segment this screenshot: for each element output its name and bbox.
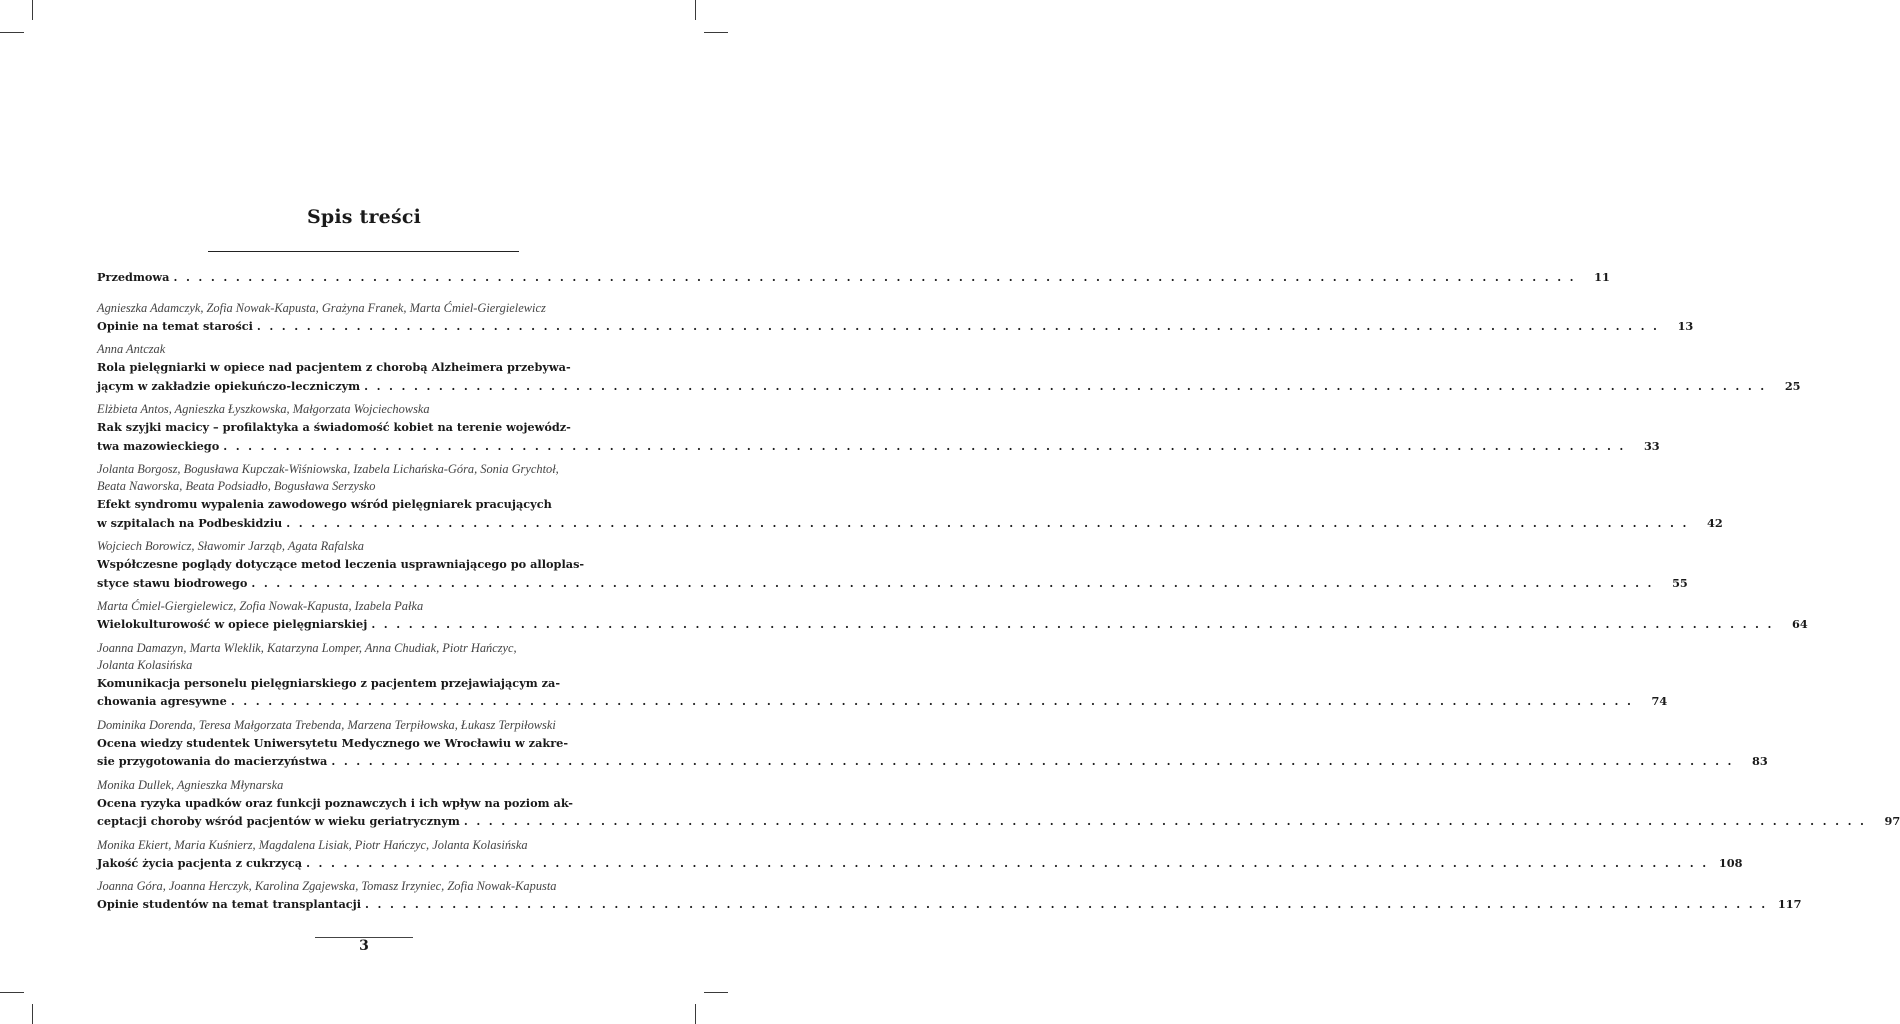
toc-entry[interactable] — [97, 300, 1694, 336]
toc-entry-title: chowania agresywne — [97, 694, 227, 708]
toc-entry-title: Ocena ryzyka upadków oraz funkcji poznawczych i ich wpływ na poziom ak- — [97, 795, 573, 810]
page-number: 3 — [359, 938, 369, 954]
toc-entry-line — [97, 514, 1723, 533]
toc-entry-authors: Dominika Dorenda, Teresa Małgorzata Trebenda, Marzena Terpiłowska, Łukasz Terpiłowski — [97, 717, 556, 732]
dot-leader: . . . . . . . . . . . . . . . . . . . . . . . . . . . . . . . . . . . . . . . . . . . . . . . . . . . . . . . . . . . . . . . . . . . . . . . . . . . . . . . . . . . . . . . . . . . . . . . . . . . . . . . . . . . . . . . . . — [223, 438, 1626, 453]
toc-entry-authors: Elżbieta Antos, Agnieszka Łyszkowska, Małgorzata Wojciechowska — [97, 402, 430, 416]
crop-mark-bottom-left — [32, 1004, 33, 1024]
toc-entry-page: 55 — [1672, 575, 1688, 590]
crop-mark-top-right — [695, 0, 696, 20]
toc-entry-line — [97, 752, 1768, 771]
dot-leader: . . . . . . . . . . . . . . . . . . . . . . . . . . . . . . . . . . . . . . . . . . . . . . . . . . . . . . . . . . . . . . . . . . . . . . . . . . . . . . . . . . . . . . . . . . . . . . . . . . . . . . . . . . . . . . . . . — [230, 694, 1634, 708]
toc-entry-authors: Jolanta Borgosz, Bogusława Kupczak-Wiśniowska, Izabela Lichańska-Góra, Sonia Grychtoł, — [97, 462, 559, 476]
toc-entry[interactable] — [97, 640, 1668, 711]
toc-entry-title: Komunikacja personelu pielęgniarskiego z pacjentem przejawiającym za- — [97, 675, 561, 690]
toc-entry[interactable] — [97, 401, 1660, 455]
toc-entry[interactable] — [97, 268, 1610, 287]
toc-entry-line — [97, 895, 1802, 914]
toc-entry-authors: Joanna Damazyn, Marta Wleklik, Katarzyna Lomper, Anna Chudiak, Piotr Hańczyc, — [97, 640, 517, 655]
toc-entry-title: twa mazowieckiego — [97, 438, 220, 453]
toc-entry-page: 117 — [1777, 897, 1802, 911]
toc-entry-page: 13 — [1677, 318, 1694, 333]
crop-mark-top-right-h — [704, 32, 728, 33]
toc-entry-page: 64 — [1792, 617, 1808, 631]
dot-leader: . . . . . . . . . . . . . . . . . . . . . . . . . . . . . . . . . . . . . . . . . . . . . . . . . . . . . . . . . . . . . . . . . . . . . . . . . . . . . . . . . . . . . . . . . . . . . . . . . . . . . . . . . . . . . . . . . — [364, 378, 1767, 393]
crop-mark-bottom-left-h — [0, 992, 24, 993]
toc-entry-page: 74 — [1651, 694, 1668, 708]
dot-leader: . . . . . . . . . . . . . . . . . . . . . . . . . . . . . . . . . . . . . . . . . . . . . . . . . . . . . . . . . . . . . . . . . . . . . . . . . . . . . . . . . . . . . . . . . . . . . . . . . . . . . . . . . . . . . . . . . — [331, 754, 1734, 768]
toc-entry[interactable] — [97, 461, 1723, 532]
toc-entry-line — [97, 692, 1668, 711]
toc-entry[interactable] — [97, 837, 1743, 873]
toc-entry[interactable] — [97, 878, 1802, 914]
toc-entry-line — [97, 317, 1694, 336]
toc-entry-page: 11 — [1594, 270, 1610, 284]
dot-leader: . . . . . . . . . . . . . . . . . . . . . . . . . . . . . . . . . . . . . . . . . . . . . . . . . . . . . . . . . . . . . . . . . . . . . . . . . . . . . . . . . . . . . . . . . . . . . . . . . . . . . . . . . . . . . . . . . — [306, 855, 1709, 870]
dot-leader: . . . . . . . . . . . . . . . . . . . . . . . . . . . . . . . . . . . . . . . . . . . . . . . . . . . . . . . . . . . . . . . . . . . . . . . . . . . . . . . . . . . . . . . . . . . . . . . . . . . . . . . . . . . . . . . . . — [251, 575, 1654, 590]
dot-leader: . . . . . . . . . . . . . . . . . . . . . . . . . . . . . . . . . . . . . . . . . . . . . . . . . . . . . . . . . . . . . . . . . . . . . . . . . . . . . . . . . . . . . . . . . . . . . . . . . . . . . . . . . . . . . . . . . — [463, 814, 1867, 828]
toc-entry-page: 42 — [1706, 515, 1723, 530]
toc-entry-line — [97, 377, 1801, 396]
toc-entry-title: Opinie na temat starości — [97, 318, 253, 333]
table-of-contents — [97, 268, 1900, 914]
toc-entry[interactable] — [97, 341, 1801, 395]
toc-entry-authors: Marta Ćmiel-Giergielewicz, Zofia Nowak-Kapusta, Izabela Pałka — [97, 599, 424, 613]
toc-entry-title: Ocena wiedzy studentek Uniwersytetu Medycznego we Wrocławiu w zakre- — [97, 735, 569, 750]
dot-leader: . . . . . . . . . . . . . . . . . . . . . . . . . . . . . . . . . . . . . . . . . . . . . . . . . . . . . . . . . . . . . . . . . . . . . . . . . . . . . . . . . . . . . . . . . . . . . . . . . . . . . . . . . . . . . . . . . — [256, 318, 1660, 333]
toc-entry-authors: Monika Ekiert, Maria Kuśnierz, Magdalena Lisiak, Piotr Hańczyc, Jolanta Kolasińska — [97, 837, 528, 852]
dot-leader: . . . . . . . . . . . . . . . . . . . . . . . . . . . . . . . . . . . . . . . . . . . . . . . . . . . . . . . . . . . . . . . . . . . . . . . . . . . . . . . . . . . . . . . . . . . . . . . . . . . . . . . . . . . . . . . . . — [365, 897, 1768, 911]
toc-entry-authors: Monika Dullek, Agnieszka Młynarska — [97, 777, 284, 792]
toc-entry-page: 33 — [1643, 438, 1660, 453]
toc-entry-title: jącym w zakładzie opiekuńczo-leczniczym — [97, 378, 361, 393]
toc-entry-authors: Joanna Góra, Joanna Herczyk, Karolina Zgajewska, Tomasz Irzyniec, Zofia Nowak-Kapusta — [97, 879, 557, 893]
toc-entry-title: Rola pielęgniarki w opiece nad pacjentem z chorobą Alzheimera przebywa- — [97, 360, 571, 374]
toc-entry-line — [97, 615, 1808, 634]
crop-mark-top-left — [32, 0, 33, 20]
toc-entry-title: Wielokulturowość w opiece pielęgniarskiej — [97, 617, 368, 631]
toc-entry-title: Efekt syndromu wypalenia zawodowego wśród pielęgniarek pracujących — [97, 497, 552, 511]
toc-entry-title: w szpitalach na Podbeskidziu — [97, 515, 283, 530]
toc-entry-authors: Agnieszka Adamczyk, Zofia Nowak-Kapusta, Grażyna Franek, Marta Ćmiel-Giergielewicz — [97, 300, 546, 315]
toc-entry-title: Rak szyjki macicy – profilaktyka a świadomość kobiet na terenie wojewódz- — [97, 420, 571, 434]
crop-mark-top-left-h — [0, 32, 24, 33]
toc-entry-line — [97, 437, 1660, 456]
toc-entry-title: styce stawu biodrowego — [97, 575, 248, 590]
toc-entry-authors: Wojciech Borowicz, Sławomir Jarząb, Agata Rafalska — [97, 539, 364, 553]
dot-leader: . . . . . . . . . . . . . . . . . . . . . . . . . . . . . . . . . . . . . . . . . . . . . . . . . . . . . . . . . . . . . . . . . . . . . . . . . . . . . . . . . . . . . . . . . . . . . . . . . . . . . . . . . . . . . . . . . — [371, 617, 1774, 631]
toc-entry-line — [97, 574, 1688, 593]
toc-entry[interactable] — [97, 777, 1900, 831]
toc-entry-line — [97, 812, 1900, 831]
page-title: Spis treści — [306, 206, 422, 228]
toc-entry-authors: Anna Antczak — [97, 342, 166, 356]
toc-entry-title: sie przygotowania do macierzyństwa — [97, 754, 328, 768]
toc-entry-line — [97, 268, 1610, 287]
toc-entry-authors: Jolanta Kolasińska — [97, 657, 193, 672]
toc-entry[interactable] — [97, 717, 1768, 771]
toc-entry-title: ceptacji choroby wśród pacjentów w wieku geriatrycznym — [97, 814, 460, 828]
crop-mark-bottom-right — [695, 1004, 696, 1024]
toc-entry-page: 108 — [1718, 855, 1743, 870]
toc-entry-authors: Beata Naworska, Beata Podsiadło, Bogusława Serzysko — [97, 479, 376, 493]
toc-entry-title: Opinie studentów na temat transplantacji — [97, 897, 362, 911]
dot-leader: . . . . . . . . . . . . . . . . . . . . . . . . . . . . . . . . . . . . . . . . . . . . . . . . . . . . . . . . . . . . . . . . . . . . . . . . . . . . . . . . . . . . . . . . . . . . . . . . . . . . . . . . . . . . . . . . . — [286, 515, 1689, 530]
toc-entry[interactable] — [97, 598, 1808, 634]
title-underline — [208, 251, 519, 252]
toc-entry-title: Współczesne poglądy dotyczące metod leczenia usprawniającego po alloplas- — [97, 557, 585, 571]
toc-entry-page: 25 — [1784, 378, 1801, 393]
toc-entry-title: Jakość życia pacjenta z cukrzycą — [97, 855, 303, 870]
toc-entry-page: 83 — [1752, 754, 1768, 768]
toc-entry-line — [97, 854, 1743, 873]
toc-entry-title: Przedmowa — [97, 270, 170, 284]
toc-entry-page: 97 — [1884, 814, 1900, 828]
dot-leader: . . . . . . . . . . . . . . . . . . . . . . . . . . . . . . . . . . . . . . . . . . . . . . . . . . . . . . . . . . . . . . . . . . . . . . . . . . . . . . . . . . . . . . . . . . . . . . . . . . . . . . . . . . . . . . . . . — [173, 270, 1576, 284]
crop-mark-bottom-right-h — [704, 992, 728, 993]
toc-entry[interactable] — [97, 538, 1688, 592]
